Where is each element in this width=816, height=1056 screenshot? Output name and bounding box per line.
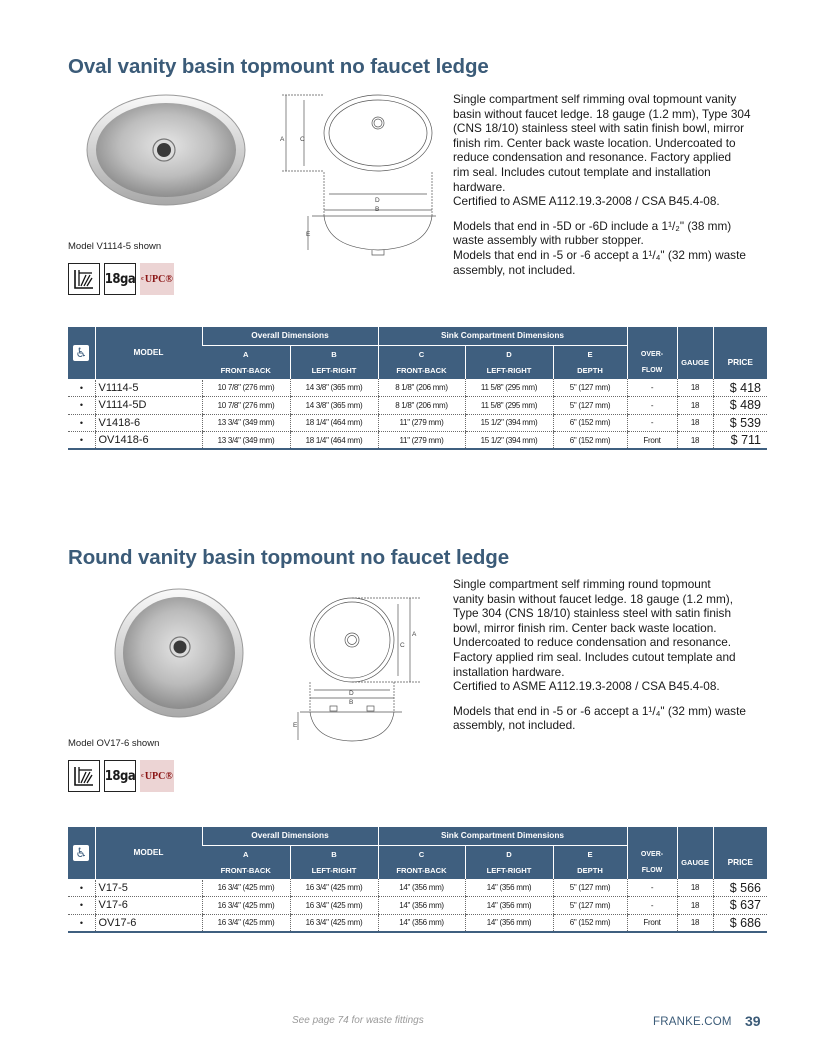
model-number: OV17-6 (95, 914, 202, 932)
table-row: • V17-5 16 3/4" (425 mm) 16 3/4" (425 mm) 14" (356 mm) 14" (356 mm) 5" (127 mm) - 18 $ 566 (68, 879, 767, 897)
gauge-badge: 18ga (104, 263, 136, 295)
oval-basin-dimension-diagram (276, 90, 436, 260)
label-a: A (280, 136, 285, 143)
price: $ 418 (713, 379, 767, 397)
insulation-icon (68, 263, 100, 295)
header-overflow: OVER- FLOW (627, 845, 677, 879)
table-row: • V1114-5D 10 7/8" (276 mm) 14 3/8" (365 mm) 8 1/8" (206 mm) 11 5/8" (295 mm) 5" (127 mm) - 18 $ 489 (68, 397, 767, 415)
model-number: V1114-5D (95, 397, 202, 415)
table-row: • V1418-6 13 3/4" (349 mm) 18 1/4" (464 mm) 11" (279 mm) 15 1/2" (394 mm) 6" (152 mm) - 18 $ 539 (68, 414, 767, 432)
accessible-icon: ♿ (68, 827, 95, 879)
header-gauge: GAUGE (677, 345, 713, 379)
header-c: C FRONT-BACK (378, 845, 465, 879)
round-basin-photo (112, 587, 246, 721)
header-sink-dimensions: Sink Compartment Dimensions (378, 827, 627, 845)
description-round: Single compartment self rimming round topmount vanity basin without faucet ledge. 18 gauge (1.2 mm), Type 304 (CNS 18/10) stainless steel with satin finish bowl, mirror finish rim. Center back waste location. Undercoated to reduce condensation and resonance. Factory applied rim seal. Includes cutout template and installation hardware. Certified to ASME A112.19.3-2008 / CSA B45.4-08. Models that end in -5 or -6 accept a 1¹/₄" (32 mm) waste assembly, not included. (453, 577, 746, 733)
section-title-oval: Oval vanity basin topmount no faucet ledge (68, 55, 489, 78)
insulation-icon (68, 760, 100, 792)
price: $ 637 (713, 897, 767, 915)
header-e: E DEPTH (553, 345, 627, 379)
oval-basin-photo (84, 92, 248, 212)
header-d: D LEFT-RIGHT (465, 845, 553, 879)
price: $ 566 (713, 879, 767, 897)
header-overall-dimensions: Overall Dimensions (202, 827, 378, 845)
model-number: V17-5 (95, 879, 202, 897)
badges-round (68, 760, 174, 792)
header-sink-dimensions: Sink Compartment Dimensions (378, 327, 627, 345)
table-row: • OV1418-6 13 3/4" (349 mm) 18 1/4" (464 mm) 11" (279 mm) 15 1/2" (394 mm) 6" (152 mm) Front 18 $ 711 (68, 432, 767, 450)
label-d: D (349, 690, 354, 697)
table-row: • V1114-5 10 7/8" (276 mm) 14 3/8" (365 mm) 8 1/8" (206 mm) 11 5/8" (295 mm) 5" (127 mm) - 18 $ 418 (68, 379, 767, 397)
label-b: B (349, 699, 354, 706)
header-gauge: GAUGE (677, 845, 713, 879)
section-title-round: Round vanity basin topmount no faucet ledge (68, 546, 510, 569)
header-b: B LEFT-RIGHT (290, 845, 378, 879)
label-c: C (300, 136, 305, 143)
badges-oval (68, 263, 174, 295)
footer-website-link[interactable]: FRANKE.COM (653, 1016, 732, 1028)
spec-table-round (68, 827, 767, 933)
header-model: MODEL (95, 327, 202, 379)
label-d: D (375, 197, 380, 204)
header-price: PRICE (713, 845, 767, 879)
page-number: 39 (745, 1013, 761, 1029)
header-e: E DEPTH (553, 845, 627, 879)
caption-round: Model OV17-6 shown (68, 738, 160, 749)
footer-note: See page 74 for waste fittings (292, 1015, 424, 1026)
model-number: OV1418-6 (95, 432, 202, 450)
table-row: • OV17-6 16 3/4" (425 mm) 16 3/4" (425 mm) 14" (356 mm) 14" (356 mm) 6" (152 mm) Front 18 $ 686 (68, 914, 767, 932)
caption-oval: Model V1114-5 shown (68, 241, 162, 252)
price: $ 686 (713, 914, 767, 932)
upc-certification-badge: c UPC® (140, 760, 174, 792)
header-c: C FRONT-BACK (378, 345, 465, 379)
header-a: A FRONT-BACK (202, 345, 290, 379)
description-oval: Single compartment self rimming oval topmount vanity basin without faucet ledge. 18 gauge (1.2 mm), Type 304 (CNS 18/10) stainless steel with satin finish bowl, mirror finish rim. Center back waste location. Undercoated to reduce condensation and resonance. Factory applied rim seal. Includes cutout template and installation hardware. Certified to ASME A112.19.3-2008 / CSA B45.4-08. Models that end in -5D or -6D include a 1¹/₂" (38 mm) waste assembly with rubber stopper. Models that end in -5 or -6 accept a 1¹/₄" (32 mm) waste assembly, not included. (453, 92, 751, 277)
model-number: V17-6 (95, 897, 202, 915)
label-c: C (400, 642, 405, 649)
spec-table-oval (68, 327, 767, 450)
table-row: • V17-6 16 3/4" (425 mm) 16 3/4" (425 mm) 14" (356 mm) 14" (356 mm) 5" (127 mm) - 18 $ 637 (68, 897, 767, 915)
header-a: A FRONT-BACK (202, 845, 290, 879)
label-e: E (293, 722, 298, 729)
round-basin-dimension-diagram (290, 596, 430, 746)
price: $ 489 (713, 397, 767, 415)
header-d: D LEFT-RIGHT (465, 345, 553, 379)
label-e: E (306, 231, 311, 238)
header-overflow: OVER- FLOW (627, 345, 677, 379)
label-a: A (412, 631, 417, 638)
header-b: B LEFT-RIGHT (290, 345, 378, 379)
upc-certification-badge: c UPC® (140, 263, 174, 295)
price: $ 539 (713, 414, 767, 432)
header-price: PRICE (713, 345, 767, 379)
model-number: V1418-6 (95, 414, 202, 432)
model-number: V1114-5 (95, 379, 202, 397)
gauge-badge: 18ga (104, 760, 136, 792)
label-b: B (375, 206, 380, 213)
accessible-icon: ♿ (68, 327, 95, 379)
header-overall-dimensions: Overall Dimensions (202, 327, 378, 345)
header-model: MODEL (95, 827, 202, 879)
price: $ 711 (713, 432, 767, 450)
